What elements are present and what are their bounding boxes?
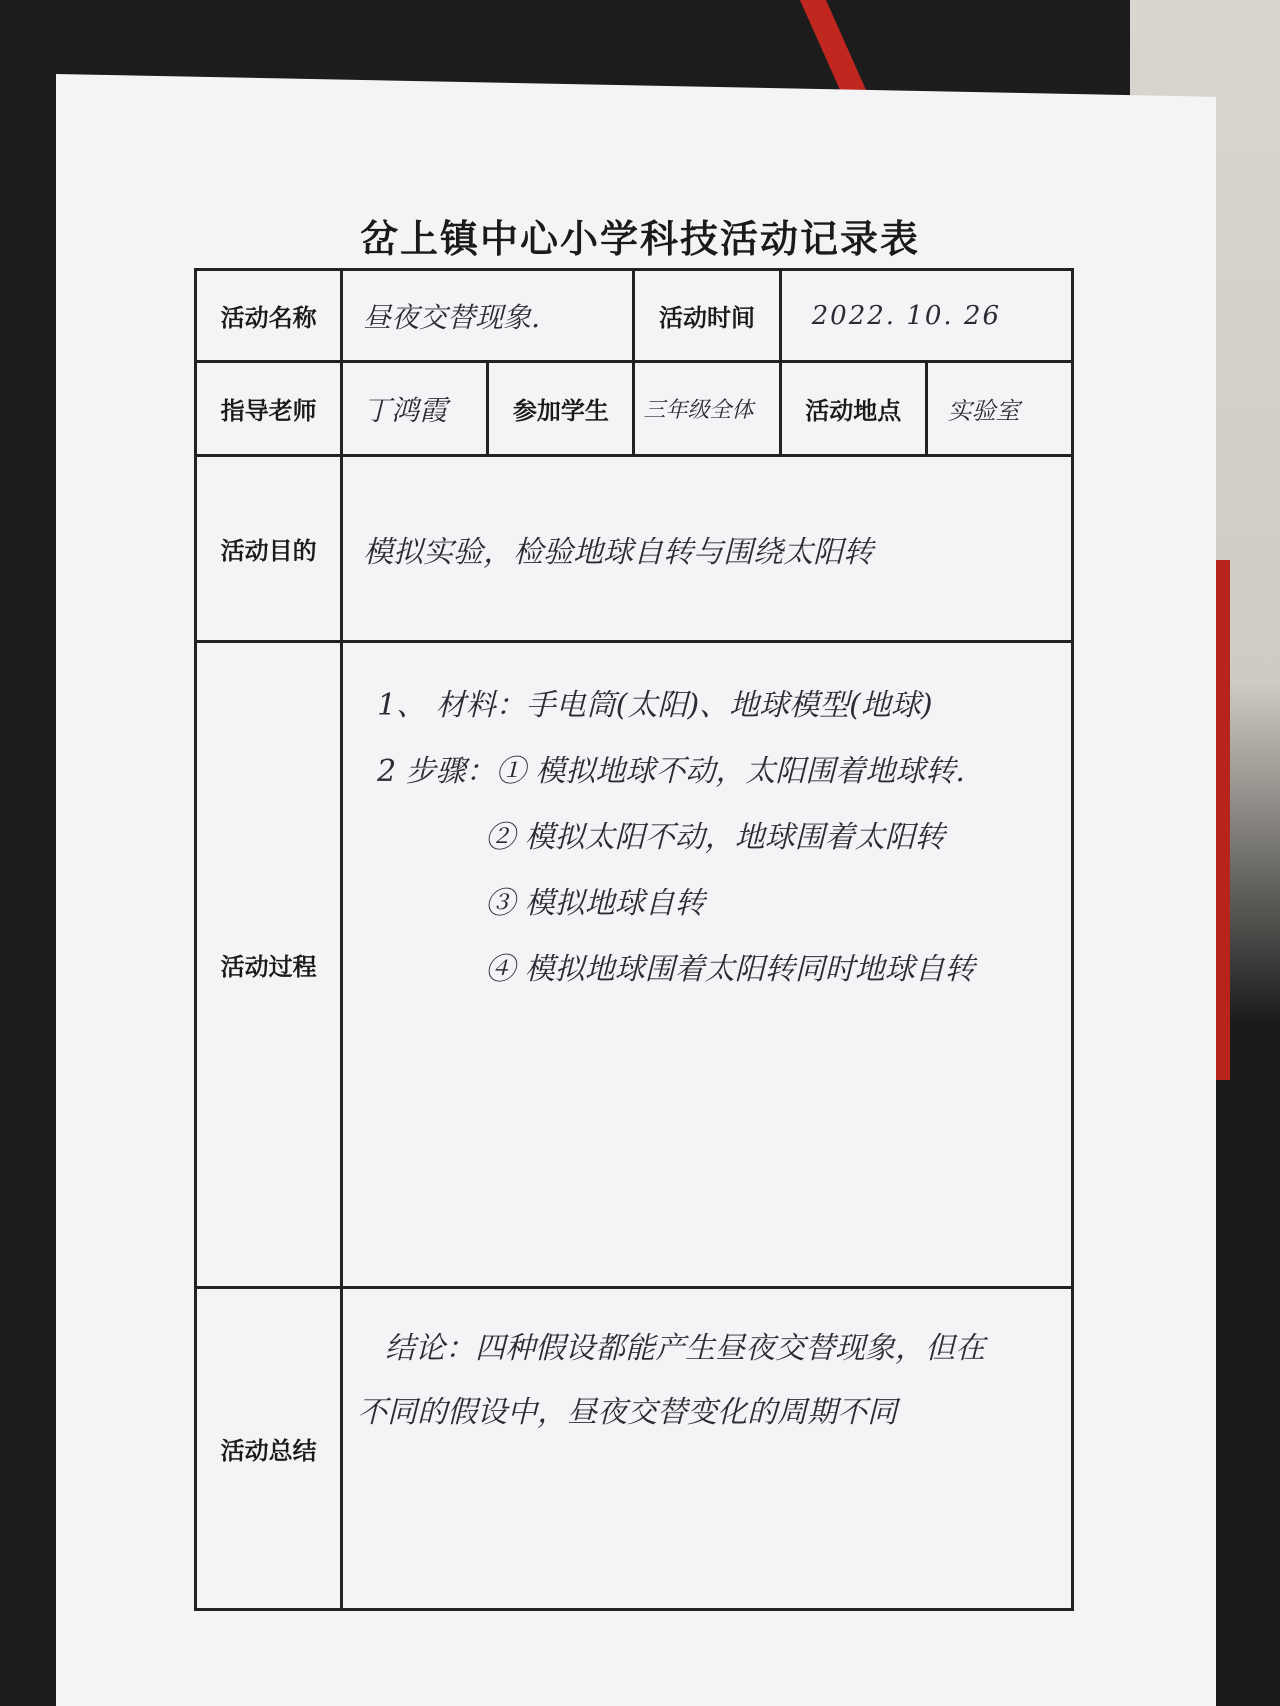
activity-time-value: 2022. 10. 26 xyxy=(780,270,1072,362)
row-process xyxy=(196,642,1073,1288)
purpose-value: 模拟实验，检验地球自转与围绕太阳转 xyxy=(342,456,1073,642)
process-label: 活动过程 xyxy=(196,642,342,1288)
form-title: 岔上镇中心小学科技活动记录表 xyxy=(359,217,920,261)
row-purpose xyxy=(196,456,1073,642)
row-name-time xyxy=(196,270,1073,362)
red-fabric-edge xyxy=(800,0,866,90)
process-line: ④ 模拟地球围着太阳转同时地球自转 xyxy=(485,952,975,987)
process-content xyxy=(342,642,1073,1288)
teacher-label: 指导老师 xyxy=(196,362,342,456)
record-table xyxy=(194,268,1074,1611)
process-line: ③ 模拟地球自转 xyxy=(485,886,705,921)
location-label: 活动地点 xyxy=(780,362,926,456)
summary-line: 不同的假设中，昼夜交替变化的周期不同 xyxy=(357,1395,898,1430)
process-line: ② 模拟太阳不动，地球围着太阳转 xyxy=(485,820,945,855)
activity-name-label: 活动名称 xyxy=(196,270,342,362)
location-value: 实验室 xyxy=(926,362,1072,456)
row-summary xyxy=(196,1288,1073,1610)
students-label: 参加学生 xyxy=(488,362,634,456)
process-line: 1、 材料：手电筒(太阳)、地球模型(地球) xyxy=(377,688,933,723)
students-value: 三年级全体 xyxy=(634,362,780,456)
activity-name-value: 昼夜交替现象. xyxy=(342,270,634,362)
activity-time-label: 活动时间 xyxy=(634,270,780,362)
summary-line: 结论：四种假设都能产生昼夜交替现象，但在 xyxy=(385,1331,986,1366)
summary-label: 活动总结 xyxy=(196,1288,342,1610)
process-line: 2 步骤：① 模拟地球不动，太阳围着地球转. xyxy=(377,754,965,789)
summary-content xyxy=(342,1288,1073,1610)
purpose-label: 活动目的 xyxy=(196,456,342,642)
teacher-value: 丁鸿霞 xyxy=(342,362,488,456)
row-teacher-students-location xyxy=(196,362,1073,456)
